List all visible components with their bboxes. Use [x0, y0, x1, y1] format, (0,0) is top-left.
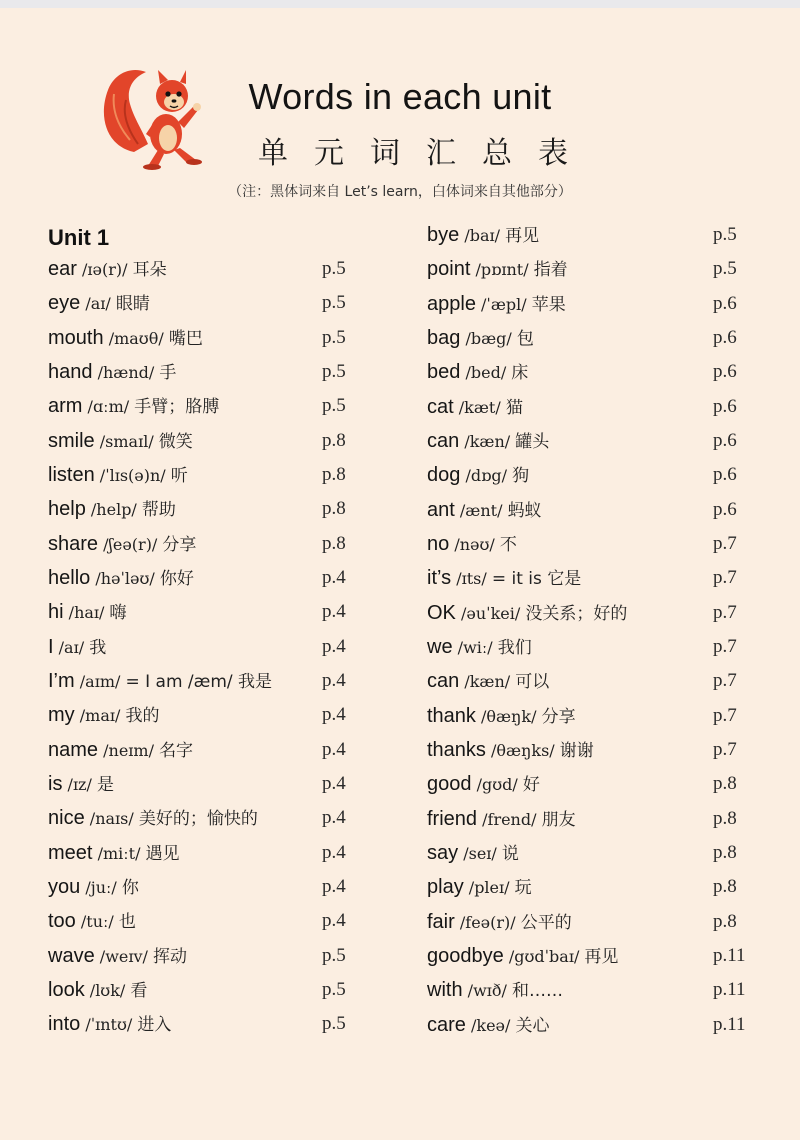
vocab-meaning: 包	[516, 328, 534, 349]
vocab-word: thank	[427, 704, 476, 727]
vocab-phonetic: /wɪð/	[467, 981, 507, 1001]
page-subtitle: 单元词汇总表	[258, 136, 594, 171]
vocab-word: share	[48, 532, 99, 555]
vocab-word: my	[48, 704, 75, 727]
vocab-meaning: 关心	[515, 1015, 550, 1036]
vocab-entry	[427, 561, 757, 595]
vocab-entry	[48, 527, 358, 561]
vocab-phonetic: /pɒɪnt/	[475, 260, 529, 280]
vocab-word: mouth	[48, 326, 104, 349]
vocab-meaning: 玩	[514, 878, 532, 899]
vocab-entry	[48, 458, 358, 492]
page-ref: p.4	[322, 807, 346, 829]
page-ref: p.5	[322, 258, 346, 279]
right-word-column	[427, 218, 757, 1042]
vocab-entry	[427, 630, 757, 664]
page-ref: p.4	[322, 875, 346, 897]
vocab-entry	[427, 836, 757, 870]
vocab-meaning: 手	[159, 362, 177, 383]
vocab-phonetic: /naɪs/	[89, 809, 134, 829]
vocab-meaning: 进入	[137, 1015, 172, 1036]
vocab-word: cat	[427, 395, 454, 418]
vocab-meaning: 好	[522, 775, 540, 796]
vocab-meaning: 再见	[584, 946, 619, 967]
vocab-meaning: 说	[501, 843, 519, 864]
vocab-word: help	[48, 498, 86, 521]
page-ref: p.7	[713, 670, 737, 692]
page-ref: p.6	[713, 464, 737, 486]
vocab-entry	[427, 355, 757, 389]
legend-note: （注：黑体词来自 Let’s learn，白体词来自其他部分）	[228, 184, 572, 200]
vocab-entry	[427, 390, 757, 424]
vocab-meaning: 床	[511, 363, 529, 384]
vocab-meaning: 可以	[515, 672, 550, 693]
vocab-entry	[427, 733, 757, 767]
vocab-word: no	[427, 532, 450, 555]
vocab-meaning: 嘴巴	[168, 328, 203, 349]
page-ref: p.8	[322, 429, 346, 451]
vocab-word: hand	[48, 360, 93, 383]
page-ref: p.5	[713, 224, 737, 245]
vocab-meaning: 蚂蚁	[507, 500, 542, 521]
vocab-phonetic: /smaɪl/	[99, 431, 154, 451]
page-ref: p.5	[322, 944, 346, 966]
page-ref: p.8	[322, 463, 346, 485]
vocab-phonetic: /lʊk/	[89, 980, 126, 1000]
vocab-phonetic: /aɪm/	[79, 671, 121, 691]
page-ref: p.5	[322, 292, 346, 314]
vocab-phonetic: /θæŋks/	[491, 740, 555, 760]
page-ref: p.4	[322, 910, 346, 932]
vocab-word: eye	[48, 292, 81, 315]
page-ref: p.6	[713, 498, 737, 520]
vocab-meaning: 分享	[541, 706, 576, 727]
vocab-entry	[48, 424, 358, 458]
page-ref: p.11	[713, 979, 746, 1001]
vocab-phonetic: /ænt/	[459, 500, 503, 520]
vocab-word: apple	[427, 292, 476, 315]
vocab-meaning: 看	[130, 980, 148, 1001]
vocab-entry	[427, 287, 757, 321]
vocab-meaning: 公平的	[520, 912, 572, 933]
vocab-word: hi	[48, 601, 64, 624]
vocab-word: fair	[427, 910, 455, 933]
page-ref: p.4	[322, 738, 346, 760]
vocab-word: can	[427, 670, 460, 693]
vocab-entry	[427, 321, 757, 355]
vocab-word: bag	[427, 326, 461, 349]
vocab-word: wave	[48, 944, 95, 967]
page-ref: p.5	[713, 258, 737, 280]
vocab-word: into	[48, 1013, 81, 1036]
page-title: Words in each unit	[248, 76, 552, 117]
vocab-phonetic: /miːt/	[97, 843, 141, 863]
page-ref: p.11	[713, 944, 746, 966]
vocab-meaning: 也	[118, 912, 136, 933]
vocab-meaning: 手臂；胳膊	[134, 397, 220, 418]
page-ref: p.8	[713, 841, 737, 863]
vocab-meaning: = I am /æm/ 我是	[125, 671, 273, 692]
vocab-entry	[427, 699, 757, 733]
vocab-entry	[48, 939, 358, 973]
vocab-phonetic: /maɪ/	[79, 706, 121, 726]
page-ref: p.6	[713, 361, 737, 383]
vocab-word: point	[427, 258, 471, 281]
vocab-meaning: 美好的；愉快的	[138, 809, 258, 830]
page-ref: p.8	[713, 876, 737, 898]
page-ref: p.8	[713, 773, 737, 795]
vocab-meaning: 名字	[159, 740, 194, 761]
vocab-meaning: 我	[89, 637, 107, 658]
vocab-phonetic: /ɪz/	[67, 774, 92, 794]
vocab-entry	[48, 767, 358, 801]
vocab-word: thanks	[427, 738, 486, 761]
vocab-phonetic: /baɪ/	[464, 226, 501, 245]
vocab-word: you	[48, 875, 81, 898]
vocab-meaning: 微笑	[158, 431, 193, 452]
vocab-meaning: 没关系；好的	[525, 603, 628, 624]
vocab-word: name	[48, 738, 99, 761]
vocab-meaning: 你	[121, 877, 139, 898]
vocab-word: too	[48, 910, 76, 933]
vocab-meaning: 嗨	[109, 603, 127, 624]
vocab-word: with	[427, 979, 463, 1002]
vocab-entry	[427, 939, 757, 973]
page-ref: p.7	[713, 532, 737, 554]
vocab-word: it’s	[427, 567, 452, 590]
vocab-word: meet	[48, 841, 93, 864]
vocab-meaning: 狗	[512, 466, 530, 487]
top-bar	[0, 0, 800, 8]
vocab-meaning: 你好	[159, 568, 194, 589]
vocab-entry	[427, 664, 757, 698]
unit-heading: Unit 1	[48, 225, 110, 250]
vocab-entry	[48, 321, 358, 355]
vocab-word: look	[48, 978, 85, 1001]
vocab-entry	[427, 218, 757, 252]
vocab-meaning: 我的	[125, 706, 160, 727]
vocab-word: hello	[48, 566, 91, 589]
vocab-meaning: 分享	[162, 534, 197, 555]
vocab-word: good	[427, 773, 472, 796]
vocab-phonetic: /seɪ/	[463, 843, 497, 863]
vocab-entry	[48, 801, 358, 835]
vocab-word: dog	[427, 464, 461, 487]
page-ref: p.6	[713, 395, 737, 417]
vocab-meaning: 罐头	[515, 431, 550, 452]
vocab-phonetic: /bed/	[465, 363, 507, 383]
vocab-entry	[48, 870, 358, 904]
vocab-meaning: 听	[170, 465, 188, 486]
page-ref: p.7	[713, 738, 737, 760]
vocab-entry	[48, 286, 358, 320]
vocab-entry	[427, 767, 757, 801]
vocab-entry	[427, 493, 757, 527]
vocab-meaning: 和……	[512, 981, 563, 1002]
vocab-meaning: 耳朵	[132, 260, 167, 280]
vocab-entry	[48, 355, 358, 389]
vocab-phonetic: /θæŋk/	[481, 706, 537, 726]
vocab-phonetic: /həˈləʊ/	[95, 568, 155, 588]
vocab-meaning: 再见	[505, 226, 540, 246]
vocab-entry	[427, 1008, 757, 1042]
left-word-column	[48, 218, 358, 1042]
vocab-entry	[48, 1007, 358, 1041]
vocab-phonetic: /help/	[90, 500, 137, 520]
vocab-entry	[48, 630, 358, 664]
page-ref: p.4	[322, 601, 346, 623]
page-ref: p.6	[713, 292, 737, 314]
vocab-meaning: 猫	[505, 397, 523, 418]
vocab-phonetic: /ɑːm/	[87, 397, 130, 417]
vocab-word: I’m	[48, 669, 75, 692]
vocab-meaning: 眼睛	[115, 294, 150, 315]
vocab-word: goodbye	[427, 944, 504, 967]
vocab-phonetic: /keə/	[471, 1015, 511, 1035]
vocab-entry	[48, 492, 358, 526]
vocab-word: say	[427, 841, 459, 864]
vocab-entry	[427, 870, 757, 904]
vocab-phonetic: /nəʊ/	[454, 534, 495, 554]
vocab-meaning: 挥动	[153, 946, 187, 967]
vocab-phonetic: /juː/	[85, 877, 117, 897]
page-ref: p.8	[322, 498, 346, 520]
vocab-word: ear	[48, 258, 77, 280]
page-ref: p.8	[713, 910, 737, 932]
vocab-word: play	[427, 876, 464, 899]
vocab-word: smile	[48, 429, 95, 452]
page-ref: p.5	[322, 978, 346, 1000]
vocab-phonetic: /gʊdˈbaɪ/	[508, 946, 580, 966]
vocab-meaning: 不	[499, 534, 517, 555]
vocab-word: ant	[427, 498, 455, 521]
vocab-entry	[427, 424, 757, 458]
page-ref: p.4	[322, 841, 346, 863]
vocab-phonetic: /hænd/	[97, 362, 155, 382]
vocab-entry	[427, 596, 757, 630]
page-ref: p.4	[322, 772, 346, 794]
vocab-phonetic: /tuː/	[80, 912, 114, 932]
vocab-entry	[427, 905, 757, 939]
page-ref: p.4	[322, 704, 346, 726]
page-ref: p.4	[322, 635, 346, 657]
vocab-phonetic: /wiː/	[457, 637, 493, 657]
vocab-word: bye	[427, 224, 460, 246]
vocab-phonetic: /feə(r)/	[459, 912, 516, 932]
vocab-word: arm	[48, 395, 83, 418]
vocab-entry	[48, 561, 358, 595]
page-ref: p.6	[713, 326, 737, 348]
vocab-entry	[427, 527, 757, 561]
vocab-phonetic: /maʊθ/	[108, 328, 164, 348]
vocab-phonetic: /ˈæpl/	[481, 294, 527, 314]
vocab-word: can	[427, 429, 460, 452]
vocab-meaning: 帮助	[141, 500, 176, 521]
vocab-meaning: 指着	[533, 260, 568, 281]
vocab-word: nice	[48, 807, 85, 830]
vocab-phonetic: /ʃeə(r)/	[103, 534, 158, 554]
page-ref: p.5	[322, 1013, 346, 1035]
vocab-word: we	[427, 635, 453, 658]
vocab-phonetic: /dɒg/	[465, 466, 507, 486]
page-ref: p.4	[322, 669, 346, 691]
vocab-word: bed	[427, 361, 461, 384]
vocab-phonetic: /ˈɪntʊ/	[85, 1015, 133, 1035]
vocab-word: friend	[427, 807, 478, 830]
vocab-entry	[427, 973, 757, 1007]
vocab-meaning: 是	[96, 774, 114, 795]
vocab-phonetic: /haɪ/	[68, 603, 105, 623]
vocab-phonetic: /pleɪ/	[468, 878, 510, 898]
vocab-meaning: 苹果	[531, 294, 566, 315]
vocab-phonetic: /aɪ/	[58, 637, 85, 657]
vocab-word: OK	[427, 601, 456, 624]
vocab-entry	[427, 802, 757, 836]
page-ref: p.8	[713, 807, 737, 829]
vocab-meaning: 遇见	[145, 843, 180, 864]
vocab-word: listen	[48, 463, 95, 486]
page-ref: p.11	[713, 1013, 746, 1035]
vocab-phonetic: /kæn/	[464, 431, 511, 451]
vocab-entry	[48, 595, 358, 629]
page-ref: p.4	[322, 566, 346, 588]
vocab-meaning: 谢谢	[559, 740, 594, 761]
vocab-entry	[48, 252, 358, 286]
vocab-word: I	[48, 635, 54, 658]
vocab-phonetic: /ɪə(r)/	[82, 260, 128, 279]
vocab-meaning: = it is 它是	[491, 569, 582, 590]
vocab-entry	[48, 836, 358, 870]
page-ref: p.7	[713, 704, 737, 726]
page-ref: p.7	[713, 635, 737, 657]
page-ref: p.7	[713, 601, 737, 623]
vocab-phonetic: /aɪ/	[85, 294, 111, 314]
vocab-phonetic: /ˈlɪs(ə)n/	[99, 465, 166, 485]
vocab-phonetic: /weɪv/	[99, 946, 148, 966]
page-ref: p.7	[713, 567, 737, 589]
vocab-phonetic: /əuˈkei/	[461, 603, 521, 623]
page-ref: p.5	[322, 326, 346, 348]
vocab-entry	[427, 458, 757, 492]
page-ref: p.8	[322, 532, 346, 554]
vocab-entry	[48, 698, 358, 732]
vocab-entry	[48, 389, 358, 423]
page-ref: p.6	[713, 429, 737, 451]
vocab-word: care	[427, 1013, 466, 1036]
page-ref: p.5	[322, 395, 346, 417]
vocab-phonetic: /gʊd/	[476, 775, 518, 795]
vocab-meaning: 我们	[497, 637, 532, 658]
vocab-word: is	[48, 772, 63, 795]
vocab-entry	[48, 973, 358, 1007]
vocab-phonetic: /frend/	[482, 809, 537, 829]
vocab-entry	[427, 252, 757, 286]
vocab-phonetic: /neɪm/	[103, 740, 154, 760]
vocab-meaning: 朋友	[541, 809, 576, 830]
vocab-phonetic: /ɪts/	[456, 569, 487, 589]
vocab-entry	[48, 904, 358, 938]
vocab-phonetic: /kæn/	[464, 672, 511, 692]
page-ref: p.5	[322, 360, 346, 382]
vocab-entry	[48, 733, 358, 767]
vocab-phonetic: /bæg/	[465, 328, 512, 348]
vocab-phonetic: /kæt/	[458, 397, 501, 417]
vocab-entry	[48, 664, 358, 698]
